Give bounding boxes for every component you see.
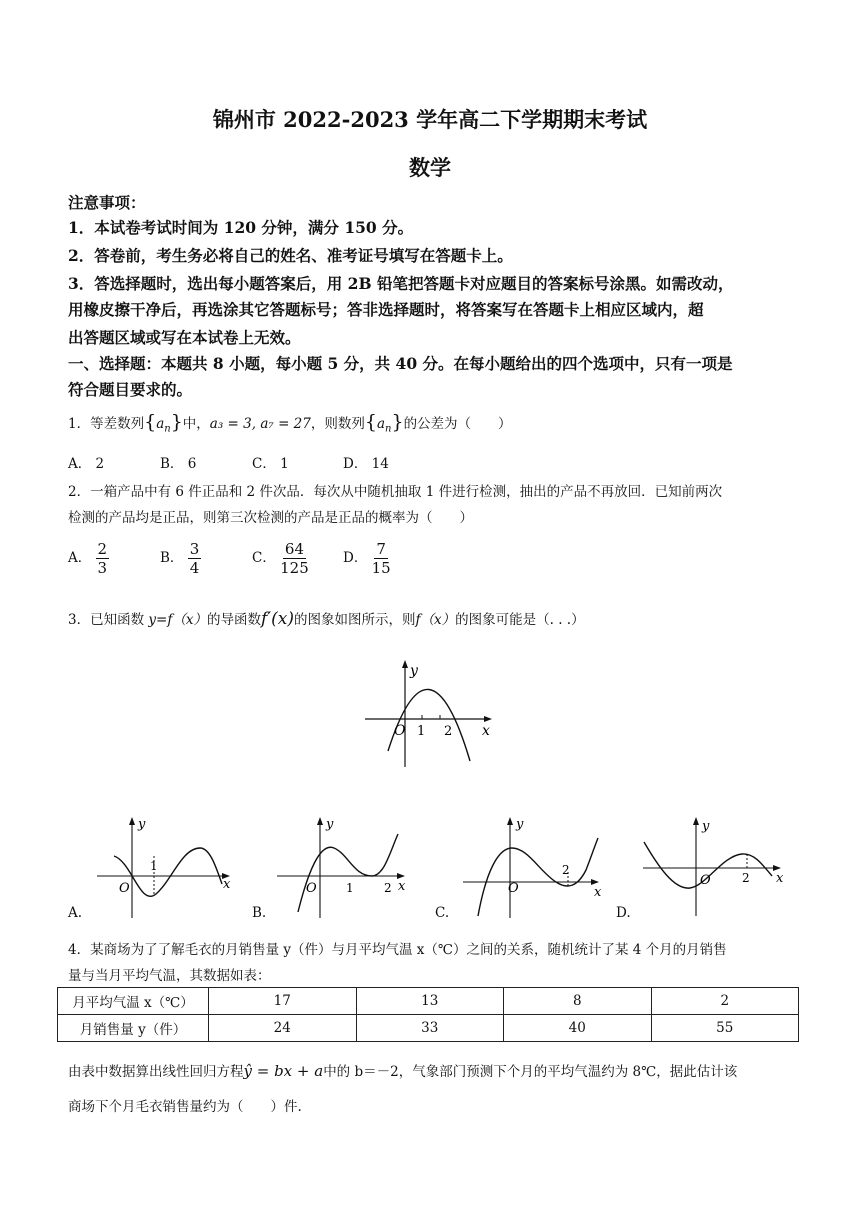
- exam-title: 锦州市 2022-2023 学年高二下学期期末考试: [212, 107, 648, 132]
- q1-option-c: C． 1: [252, 456, 289, 472]
- notice-item-3: 3．答选择题时，选出每小题答案后，用 2B 铅笔把答题卡对应题目的答案标号涂黑。如需改动，: [68, 274, 734, 293]
- svg-text:y: y: [326, 817, 334, 832]
- q2-option-a: A． $\frac{2}{3}$: [68, 540, 108, 577]
- question-4-after1: 由表中数据算出线性回归方程ŷ = bx + a中的 b＝－2，气象部门预测下个月的平均气温约为 8℃，据此估计该: [68, 1062, 738, 1080]
- table-cell: 13: [356, 988, 504, 1015]
- table-cell: 55: [651, 1015, 799, 1042]
- svg-text:x: x: [776, 871, 784, 886]
- q1-seq-2: a: [376, 416, 386, 432]
- question-4-line2: 量与当月平均气温，其数据如表：: [68, 968, 271, 984]
- table-cell: 8: [504, 988, 652, 1015]
- q2-option-d: D． $\frac{7}{15}$: [343, 540, 391, 577]
- table-cell: 2: [651, 988, 799, 1015]
- notice-item-2: 2．答卷前，考生务必将自己的姓名、准考证号填写在答题卡上。: [68, 246, 513, 265]
- q2-option-c: C． $\frac{64}{125}$: [252, 540, 309, 577]
- table-cell: 33: [356, 1015, 504, 1042]
- table-row: [58, 1015, 799, 1042]
- subject-title: 数学: [409, 155, 451, 180]
- question-1: 1．等差数列$\{a_n\}$中，a₃ = 3, a₇ = 27，则数列$\{a_n\}$的公差为（ ）: [68, 411, 512, 435]
- derivative-x-label: x: [482, 723, 490, 739]
- svg-text:2: 2: [742, 871, 750, 885]
- data-table: [57, 987, 799, 1042]
- svg-text:1: 1: [150, 859, 158, 873]
- svg-text:y: y: [702, 819, 710, 834]
- table-cell: 40: [504, 1015, 652, 1042]
- notice-item-1: 1．本试卷考试时间为 120 分钟，满分 150 分。: [68, 218, 414, 237]
- q1-prefix: 1．等差数列: [68, 416, 145, 432]
- derivative-one-label: 1: [417, 724, 426, 739]
- option-label-c: C.: [435, 905, 450, 921]
- option-label-b: B.: [252, 905, 267, 921]
- svg-text:2: 2: [384, 881, 392, 895]
- question-2-line1: 2．一箱产品中有 6 件正品和 2 件次品．每次从中随机抽取 1 件进行检测，抽出的产品不再放回．已知前两次: [68, 484, 723, 500]
- q1-mid: 中，: [182, 416, 210, 432]
- svg-text:1: 1: [346, 881, 354, 895]
- svg-text:O: O: [700, 873, 711, 888]
- q1-option-d: D． 14: [343, 456, 389, 472]
- derivative-y-label: y: [410, 663, 418, 679]
- table-row-label: 月销售量 y（件）: [58, 1015, 209, 1042]
- option-graph-c: [458, 812, 608, 920]
- svg-text:y: y: [138, 817, 146, 832]
- section-heading: 一、选择题：本题共 8 小题，每小题 5 分，共 40 分。在每小题给出的四个选项中，只有一项是: [68, 354, 733, 373]
- svg-text:O: O: [306, 881, 317, 896]
- q1-mid2: ，则数列: [310, 416, 365, 432]
- question-4-line1: 4．某商场为了了解毛衣的月销售量 y（件）与月平均气温 x（℃）之间的关系，随机统计了某 4 个月的月销售: [68, 942, 727, 958]
- option-label-d: D.: [616, 905, 631, 921]
- table-row-label: 月平均气温 x（℃）: [58, 988, 209, 1015]
- table-cell: 24: [209, 1015, 357, 1042]
- q1-seq: a: [156, 416, 165, 432]
- derivative-origin-label: O: [394, 723, 406, 739]
- option-graph-d: [638, 812, 788, 920]
- svg-text:x: x: [223, 877, 231, 892]
- option-graph-a: [92, 812, 237, 920]
- q1-suffix: 的公差为（ ）: [403, 416, 512, 432]
- q1-condition: a₃ = 3, a₇ = 27: [209, 416, 311, 432]
- question-2-line2: 检测的产品均是正品，则第三次检测的产品是正品的概率为（ ）: [68, 510, 473, 526]
- q1-seq-sub-2: n: [385, 423, 392, 435]
- q2-option-b: B． $\frac{3}{4}$: [160, 540, 200, 577]
- svg-text:O: O: [508, 881, 519, 896]
- notice-heading: 注意事项：: [68, 193, 146, 212]
- section-heading-cont: 符合题目要求的。: [68, 380, 193, 399]
- option-label-a: A.: [68, 905, 83, 921]
- option-graph-b: [272, 812, 417, 920]
- question-3: 3．已知函数 y=f（x）的导函数f′(x)的图象如图所示，则f（x）的图象可能是（. . .）: [68, 609, 585, 629]
- derivative-y-arrow: [402, 660, 408, 668]
- derivative-graph: [360, 655, 500, 770]
- q1-option-a: A． 2: [68, 456, 105, 472]
- svg-text:y: y: [516, 817, 524, 832]
- derivative-two-label: 2: [444, 724, 453, 739]
- table-cell: 17: [209, 988, 357, 1015]
- derivative-x-arrow: [484, 716, 492, 722]
- table-row: [58, 988, 799, 1015]
- q1-seq-sub: n: [164, 423, 171, 435]
- svg-text:x: x: [594, 885, 602, 900]
- q1-option-b: B． 6: [160, 456, 197, 472]
- notice-item-3-cont: 用橡皮擦干净后，再选涂其它答题标号；答非选择题时，将答案写在答题卡上相应区域内，超: [68, 300, 704, 319]
- svg-text:O: O: [119, 881, 130, 896]
- question-4-after2: 商场下个月毛衣销售量约为（ ）件.: [68, 1099, 302, 1115]
- notice-item-3-cont2: 出答题区域或写在本试卷上无效。: [68, 328, 301, 347]
- svg-text:x: x: [398, 879, 406, 894]
- svg-text:2: 2: [562, 863, 570, 877]
